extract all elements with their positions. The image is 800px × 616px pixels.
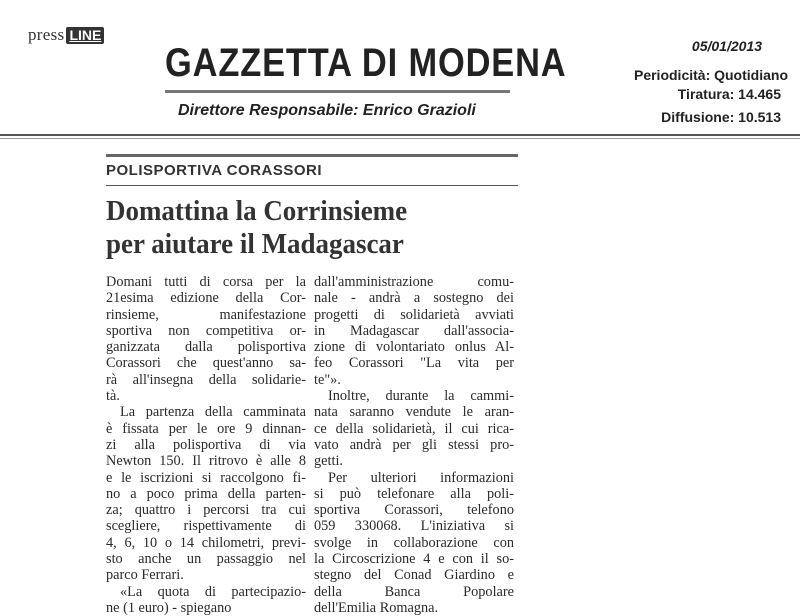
article-text-line: nata saranno vendute le aran- [314,404,514,421]
print-run: Tiratura: 14.465 [677,86,781,102]
director-line: Direttore Responsabile: Enrico Grazioli [178,102,476,119]
article-text-line: e le iscrizioni si raccolgono fi- [106,469,306,486]
article-text-line: in Madagascar dall'associa- [314,322,514,339]
article-column-left [106,274,306,616]
article-text-line: ce della solidarietà, il cui rica- [314,420,514,437]
publication-date: 05/01/2013 [691,38,762,54]
circulation: Diffusione: 10.513 [661,109,781,125]
article-text-line: ne (1 euro) - spiegano [106,599,232,616]
kicker-rule [106,185,518,186]
logo-line-text: LINE [66,27,104,44]
article-text-line: sportiva non competitiva or- [106,322,306,339]
article-text-line: «La quota di partecipazio- [120,583,306,600]
periodicity: Periodicità: Quotidiano [633,67,788,83]
article-text-line: progetti di solidarietà avviati [314,306,514,323]
article-text-line: parco Ferrari. [106,567,184,584]
article-text-line: rà all'insegna della solidarie- [106,371,306,388]
article-text-line: nale - andrà a sostegno dei [314,290,514,307]
headline-line: Domattina la Corrinsieme [106,195,408,227]
pressline-logo [28,24,104,46]
masthead-underline [165,90,510,93]
article-kicker: POLISPORTIVA CORASSORI [106,162,323,179]
article-text-line: getti. [314,453,343,470]
article-text-line: dell'Emilia Romagna. [314,599,439,616]
article-text-line: no a poco prima della parten- [106,485,306,502]
article-text-line: zi alla polisportiva di via [106,436,306,453]
article-text-line: La partenza della camminata [120,404,306,421]
article-text-line: dall'amministrazione comu- [314,274,514,290]
article-text-line: Inoltre, durante la cammi- [328,388,514,405]
article-text-line: vato andrà per gli stessi pro- [314,436,514,453]
article-text-line: Corassori che quest'anno sa- [106,355,306,372]
article-text-line: feo Corassori "La vita per [314,355,514,372]
article-text-line: rinsieme, manifestazione [106,306,306,323]
article-text-line: è fissata per le ore 9 dinnan- [106,420,306,437]
article-text-line: Newton 150. Il ritrovo è alle 8 [106,453,306,470]
article-text-line: Domani tutti di corsa per la [106,274,306,290]
article-text-line: 21esima edizione della Cor- [106,290,306,307]
article-headline [106,195,478,261]
article-text-line: tà. [106,388,120,405]
article-text-line: te"». [314,371,341,388]
article-text-line: la Circoscrizione 4 e con il so- [314,551,514,568]
headline-line: per aiutare il Madagascar [106,228,404,260]
article-column-right [314,274,514,616]
article-text-line: della Banca Popolare [314,583,514,600]
newspaper-masthead: GAZZETTA DI MODENA [165,41,567,85]
article-text-line: Per ulteriori informazioni [328,469,514,486]
header-divider-thin [0,138,800,139]
article-text-line: stegno del Conad Giardino e [314,567,514,584]
logo-press-text: press [28,25,65,44]
article-text-line: si può telefonare alla poli- [314,485,514,502]
article-text-line: 059 330068. L'iniziativa si [314,518,514,535]
article-text-line: svolge in collaborazione con [314,534,514,551]
article-text-line: scegliere, rispettivamente di [106,518,306,535]
header-divider [0,134,800,136]
article-text-line: sto anche un passaggio nel [106,551,306,568]
article-text-line: sportiva Corassori, telefono [314,502,514,519]
article-text-line: za; quattro i percorsi tra cui [106,502,306,519]
section-top-rule [106,154,518,157]
article-text-line: zione di volontariato onlus Al- [314,339,514,356]
article-text-line: 4, 6, 10 o 14 chilometri, previ- [106,534,306,551]
article-text-line: ganizzata dalla polisportiva [106,339,306,356]
